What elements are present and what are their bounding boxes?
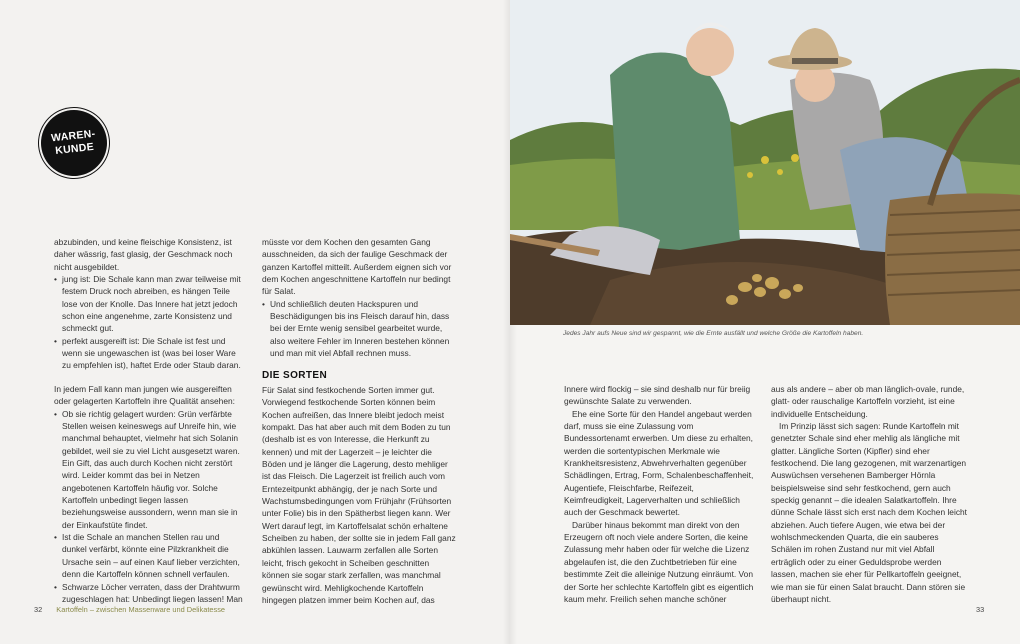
- bullet-list: [54, 273, 246, 372]
- list-item: • Ist die Schale an manchen Stellen rau und dunkel verfärbt, könnte eine Pilzkrankheit die Ursache sein – auf einen Kauf lieber verzichten, denn die Kartoffeln können schnell verfaulen.: [54, 531, 246, 580]
- list-item: • Und schließlich deuten Hackspuren und Beschädigungen bis ins Fleisch darauf hin, dass bei der Ernte wenig sensibel gearbeitet wurde, also weitere Fehler im Inneren bestehen können und man mit viel Abfall rechnen muss.: [262, 298, 456, 360]
- harvest-photo: [510, 0, 1020, 325]
- page-number-left: 32: [34, 605, 43, 614]
- left-bottom-column-2: [262, 367, 456, 606]
- paragraph: aus als andere – aber ob man länglich-ovale, runde, glatt- oder rauschalige Kartoffeln vorzieht, ist eine individuelle Entscheidung.: [771, 384, 965, 419]
- bullet-list: [262, 298, 456, 360]
- bullet-list: [54, 408, 246, 606]
- paragraph: Ehe eine Sorte für den Handel angebaut werden darf, muss sie eine Zulassung vom Bundessortenamt erwerben. Um diese zu erhalten, werden die sortentypischen Merkmale wie Krankheitsresistenz, Abwehrverhalten gegenüber Schädlingen, Ertrag, Form, Schalenbeschaffenheit, Augentiefe, Fleischfarbe, Reifezeit, Keimfreudigkeit, Lagerverhalten und schließlich auch der Geschmack bewertet.: [564, 408, 754, 518]
- section-heading: DIE SORTEN: [262, 370, 328, 381]
- paragraph: abzubinden, und keine fleischige Konsistenz, ist daher wässrig, fast glasig, der Geschmack noch nicht ausgebildet.: [54, 237, 233, 272]
- paragraph: Im Prinzip lässt sich sagen: Runde Kartoffeln mit genetzter Schale sind eher mehlig als längliche mit glatter. Längliche Sorten (Kipfler) sind eher festkochend. Die lang gezogenen, mit warzenartigen Auswüchsen versehenen Bamberger Hörnla beispielsweise sind sehr festkochend, gern auch speckig genannt – die idealen Salatkartoffeln. Ihre dünne Schale lässt sich erst nach dem Kochen leicht abziehen. Auch tiefere Augen, wie etwa bei der wohlschmeckenden Quarta, die ein sauberes Schälen im rohen Zustand nur mit viel Abfall erträglich oder zu einer Geduldsprobe werden lassen, machen sie eher für Pellkartoffeln geeignet, wie man sie für einen Salat braucht. Dann stören sie überhaupt nicht.: [771, 421, 967, 604]
- paragraph: Darüber hinaus bekommt man direkt von den Erzeugern oft noch viele andere Sorten, die keine Zulassung mehr haben oder für welche die Lizenz abgelaufen ist, die den Zuchtbetrieben für eine bestimmte Zeit die alleinige Nutzung einräumt. Von der Sorte her schlechte Kartoffeln gibt es eigentlich kaum mehr. Freilich sehen manche schöner: [564, 519, 754, 604]
- list-item: • Schwarze Löcher verraten, dass der Drahtwurm zugeschlagen hat: Unbedingt liegen lassen! Man: [54, 581, 246, 606]
- left-bottom-column-1: [54, 383, 246, 605]
- harvest-illustration: [510, 0, 1020, 325]
- right-column-2: [771, 383, 967, 605]
- paragraph: Innere wird flockig – sie sind deshalb nur für breiig gewünschte Salate zu verwenden.: [564, 384, 751, 407]
- badge-line2: KUNDE: [54, 140, 95, 157]
- paragraph: müsste vor dem Kochen den gesamten Gang ausschneiden, da sich der faulige Geschmack der ganzen Kartoffel mitteilt. Außerdem eignen sich vor dem Kochen angeschnittene Kartoffeln nur bedingt für Salat.: [262, 237, 452, 297]
- paragraph: Für Salat sind festkochende Sorten immer gut. Vorwiegend festkochende Sorten können beim Kochen aufreißen, das Innere bleibt jedoch meist kompakt. Das hat aber auch mit dem Boden zu tun (deshalb ist es von Interesse, die Herkunft zu kennen) und mit der Lagerzeit – je leichter die Böden und je länger die Lagerung, desto mehliger ist das Fleisch. Die Lagerzeit ist freilich auch vom Erntezeitpunkt abhängig, der je nach Sorte und Wachstumsbedingungen vom Frühjahr (Frühsorten unter Folie) bis in den Spätherbst liegen kann. Wer Wert darauf legt, im Kartoffelsalat schön erhaltene Scheiben zu haben, der sollte sie in jedem Fall ganz abkühlen lassen. Lauwarm zerfallen alle Sorten leicht, frisch gekocht in Scheiben geschnitten können sie sogar stark zerfallen, was manchmal gewünscht wird. Mehligkochende Kartoffeln hingegen platzen immer beim Kochen auf, das: [262, 385, 456, 605]
- list-item: • Ob sie richtig gelagert wurden: Grün verfärbte Stellen weisen keineswegs auf Unreife hin, wie manchmal behauptet, vielmehr hat sich Solanin gebildet, weil sie zu viel Licht ausgesetzt waren. Ein Gift, das auch durch Kochen nicht zerstört wird. Leider kommt das bei in Netzen angebotenen Kartoffeln häufig vor. Solche Kartoffeln unbedingt liegen lassen beziehungsweise aussondern, wenn man sie in der Einkaufstüte findet.: [54, 408, 246, 531]
- left-top-column-1: [54, 236, 246, 372]
- photo-caption: Jedes Jahr aufs Neue sind wir gespannt, wie die Ernte ausfällt und welche Größe die Kartoffeln haben.: [563, 330, 864, 337]
- paragraph: In jedem Fall kann man jungen wie ausgereiften oder gelagerten Kartoffeln ihre Qualität ansehen:: [54, 384, 235, 407]
- list-item: • jung ist: Die Schale kann man zwar teilweise mit festem Druck noch abreiben, es hängen Teile lose von der Knolle. Das Innere hat jetzt jedoch schon eine angenehme, zarte Konsistenz und schmeckt gut.: [54, 273, 246, 335]
- page-number-right: 33: [976, 605, 985, 614]
- badge-line1: WAREN-: [50, 127, 96, 145]
- right-column-1: [564, 383, 754, 605]
- list-item: • perfekt ausgereift ist: Die Schale ist fest und wenn sie ungewaschen ist (was bei loser Ware zu empfehlen ist), haftet Erde oder Staub daran.: [54, 335, 246, 372]
- left-footer: [34, 605, 225, 614]
- running-title: Kartoffeln – zwischen Massenware und Delikatesse: [56, 605, 226, 614]
- left-top-column-2: [262, 236, 456, 359]
